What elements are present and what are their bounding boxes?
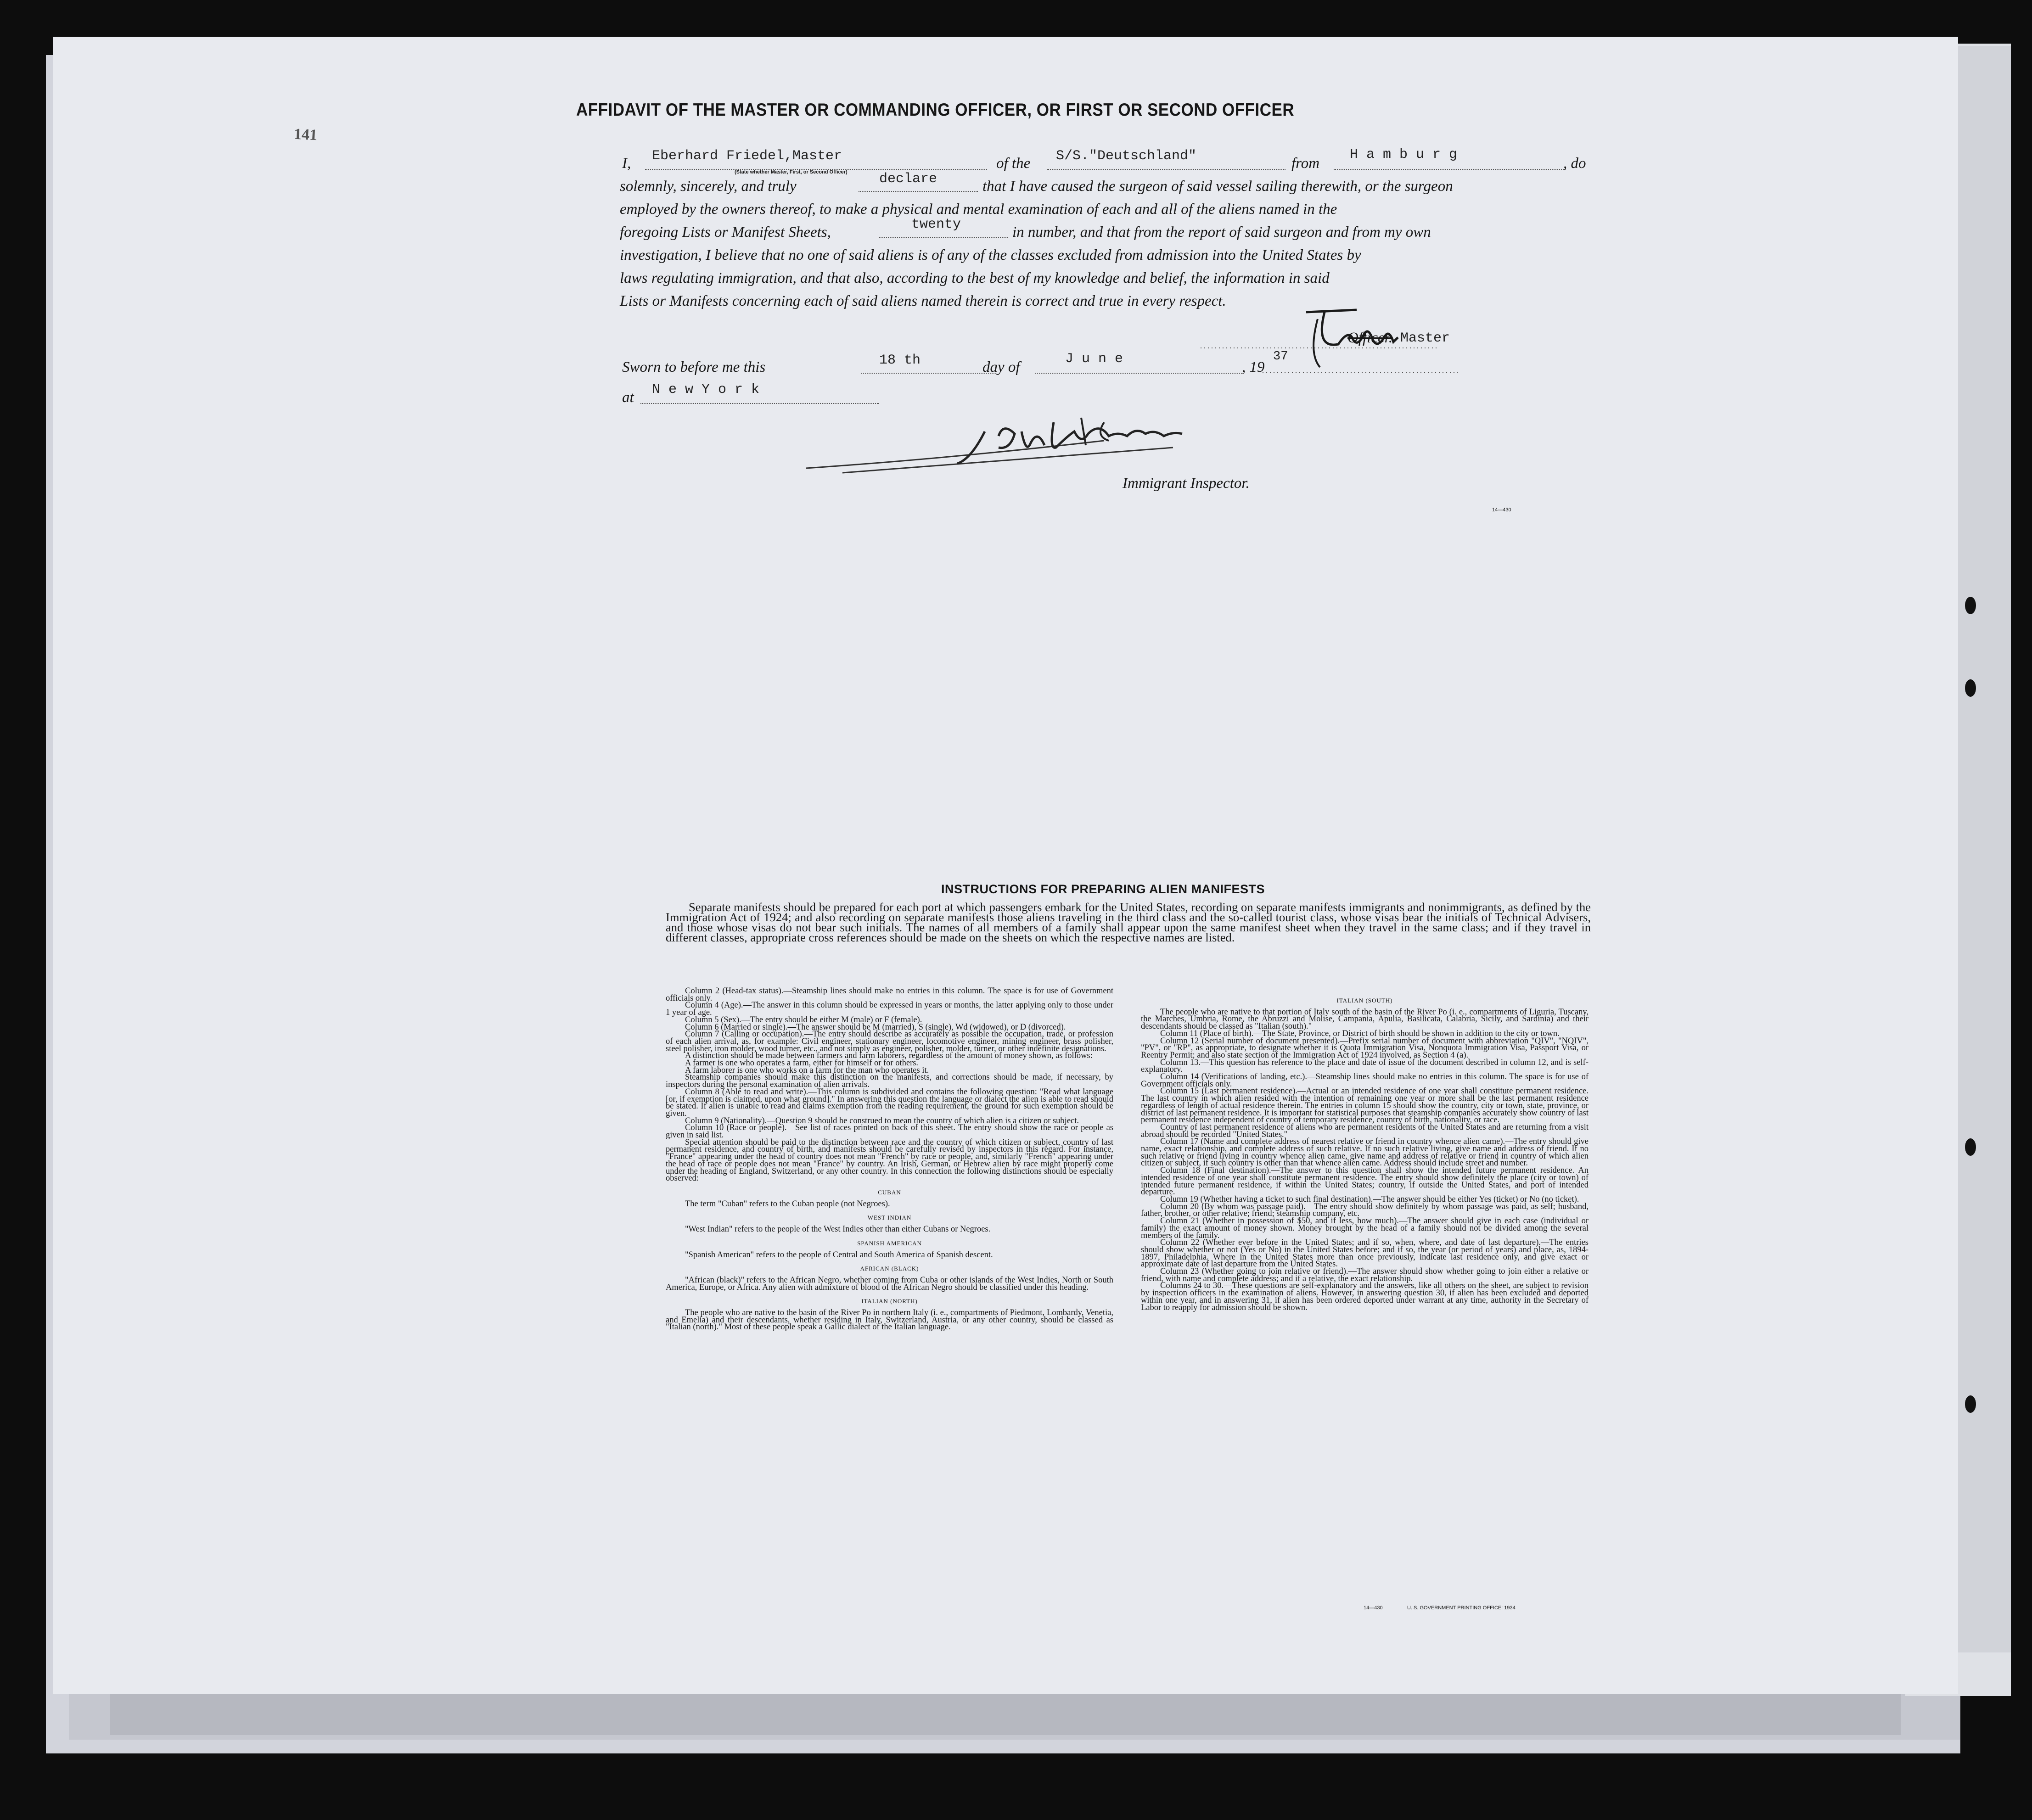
instructions-paragraph: Column 18 (Final destination).—The answer to this question shall show the intended future permanent residence. An intended residence of one year shall constitute permanent residence. The entry should show definitely the place (city or town) of intended future permanent residence, if within the United States; country, if outside the United States, and port of intended departure. (1141, 1166, 1589, 1197)
state-note: (State whether Master, First, or Second Officer) (735, 169, 848, 175)
departure-port: H a m b u r g (1350, 147, 1458, 162)
declare-word: declare (879, 171, 937, 187)
instructions-paragraph: The people who are native to the basin of the River Po in northern Italy (i. e., compartments of Piedmont, Lombardy, Venetia, and Emelia) and their descendants, whether residing in Italy, Switzerland, Austria, or any other country, should be classed as "Italian (north)." Most of these people speak a Gallic dialect of the Italian language. (666, 1308, 1113, 1332)
instructions-heading: SPANISH AMERICAN (857, 1239, 922, 1247)
instructions-paragraph: Column 21 (Whether in possession of $50, and if less, how much).—The answer should give in each case (individual or family) the exact amount of money shown. Money brought by the head of a family should not be divided among the several members of the family. (1141, 1216, 1589, 1240)
affidavit-line-2a: solemnly, sincerely, and truly (620, 178, 797, 195)
instructions-paragraph: Column 10 (Race or people).—See list of races printed on back of this sheet. The entry should show the race or people as given in said list. (666, 1123, 1113, 1140)
instructions-paragraph: Column 20 (By whom was passage paid).—The entry should show definitely by whom passage was paid, as self; husband, father, brother, or other relative; friend; steamship company, etc. (1141, 1202, 1589, 1219)
year-prefix: , 19 (1242, 359, 1265, 375)
affidavit-line-4a: foregoing Lists or Manifest Sheets, (620, 224, 831, 241)
fill-line (1047, 169, 1285, 170)
affidavit-line-3: employed by the owners thereof, to make a physical and mental examination of each and all of the aliens named in the (620, 201, 1337, 218)
manifest-page (53, 37, 1958, 1694)
instructions-paragraph: A farm laborer is one who works on a farm for the man who operates it. (685, 1065, 929, 1075)
fill-line (859, 191, 978, 192)
instructions-paragraph: Column 17 (Name and complete address of nearest relative or friend in country whence alien came).—The entry should give name, exact relationship, and complete address of such relative. If no such relative living, give name and address of friend. If no such relative or friend living in country whence alien came, give name and address of relative or friend in country of which alien citizen or subject, if such country is other than that whence alien came. Address should include street and number. (1141, 1137, 1589, 1168)
inspector-label: Immigrant Inspector. (1123, 475, 1250, 492)
officer-label: Officer. (1347, 330, 1393, 346)
instructions-paragraph: Column 2 (Head-tax status).—Steamship lines should make no entries in this column. The space is for use of Government officials only. (666, 986, 1113, 1003)
instructions-paragraph: Column 12 (Serial number of document presented).—Prefix serial number of document with abbreviation "QIV", "NQIV", "PV", or "RP", as appropriate, to designate whether it is Quota Immigration Visa, Nonquota Immigration Visa, Passport Visa, or Reentry Permit; and also state section of the Immigration Act of 1924 involved, as Section 4 (a). (1141, 1036, 1589, 1060)
instructions-paragraph: Column 23 (Whether going to join relative or friend).—The answer should show whether going to join either a relative or friend, with name and complete address; and if a relative, the exact relationship. (1141, 1267, 1589, 1283)
instructions-heading: CUBAN (878, 1188, 901, 1196)
punch-hole (1965, 1395, 1976, 1413)
affidavit-line-2b: that I have caused the surgeon of said vessel sailing therewith, or the surgeon (982, 178, 1453, 195)
instructions-paragraph: Column 15 (Last permanent residence).—Actual or an intended residence of one year shall constitute permanent residence. The last country in which alien resided with the intention of remaining one year or more shall be the last permanent residence regardless of length of actual residence therein. The entries in column 15 should show the country, city or town, state, province, or district of last permanent residence. It is important for statistical purposes that steamship companies accurately show country of last permanent residence independent of country of temporary residence, country of birth, nationality, or race. (1141, 1086, 1589, 1125)
of-the-label: of the (996, 155, 1031, 172)
ship-name: S/S."Deutschland" (1056, 148, 1197, 164)
affidavit-line-5: investigation, I believe that no one of said aliens is of any of the classes excluded from admission into the United States by (620, 247, 1361, 263)
instructions-paragraph: A farmer is one who operates a farm, either for himself or for others. (685, 1058, 919, 1068)
fill-line (861, 373, 996, 374)
affidavit-title: AFFIDAVIT OF THE MASTER OR COMMANDING OFFICER, OR FIRST OR SECOND OFFICER (576, 100, 1295, 120)
sheet-count: twenty (911, 217, 961, 232)
punch-hole (1965, 679, 1976, 697)
instructions-left-column (666, 988, 1113, 1331)
affidavit-line-6: laws regulating immigration, and that also, according to the best of my knowledge and belief, the information in said (620, 270, 1330, 286)
instructions-paragraph: Special attention should be paid to the distinction between race and the country of which citizen or subject, country of last permanent residence, and country of birth, and manifests should be carefully revised by inspectors in this regard. For instance, "France" appearing under the head of country does not mean "French" by race or people, and, similarly "French" appearing under the head of race or people does not mean "France" by country. An Irish, German, or Hebrew alien by race might properly come under the heading of England, Switzerland, or any other country. In this connection the following distinctions should be especially observed: (666, 1137, 1113, 1183)
punch-hole (1965, 597, 1976, 614)
footer-printer: U. S. GOVERNMENT PRINTING OFFICE: 1934 (1407, 1605, 1516, 1611)
instructions-right-column (1141, 991, 1589, 1311)
instructions-paragraph: Columns 24 to 30.—These questions are self-explanatory and the answers, like all others on the sheet, are subject to revision by inspection officers in the examination of aliens. However, in answering question 30, if alien has been excluded and deported within one year, and in answering 31, if alien has been ordered deported under warrant at any time, authority in the Secretary of Labor to reapply for admission should be shown. (1141, 1281, 1589, 1312)
instructions-paragraph: The people who are native to that portion of Italy south of the basin of the River Po (i. e., compartments of Liguria, Tuscany, the Marches, Umbria, Rome, the Abruzzi and Molise, Campania, Apulia, Basilicata, Calabria, Sicily, and Sardinia) and their descendants should be classed as "Italian (south)." (1141, 1007, 1589, 1031)
day-of-label: day of (982, 359, 1020, 375)
instructions-paragraph: Column 11 (Place of birth).—The State, Province, or District of birth should be shown in addition to the city or town. (1160, 1029, 1560, 1038)
sworn-day: 18 th (879, 353, 921, 368)
affidavit-line-4b: in number, and that from the report of said surgeon and from my own (1012, 224, 1431, 241)
instructions-paragraph: Country of last permanent residence of aliens who are permanent residents of the United States and are returning from a visit abroad should be recorded "United States." (1141, 1122, 1589, 1139)
punch-hole (1965, 1138, 1976, 1156)
fill-line (1334, 169, 1566, 170)
instructions-paragraph: Column 22 (Whether ever before in the United States; and if so, when, where, and date of last departure).—The entries should show whether or not (Yes or No) in the United States before; and if so, the year (or period of years) and place, as, 1894-1897, Philadelphia. Where in the United States more than once previously, indicate last residence only, and give exact or approximate date of last departure from the United States. (1141, 1238, 1589, 1269)
instructions-paragraph: Column 14 (Verifications of landing, etc.).—Steamship lines should make no entries in this column. The space is for use of Government officials only. (1141, 1072, 1589, 1089)
instructions-heading: WEST INDIAN (867, 1214, 912, 1221)
instructions-intro: Separate manifests should be prepared for each port at which passengers embark for the United States, recording on separate manifests immigrants and nonimmigrants, as defined by the Immigration Act of 1924; and also recording on separate manifests those aliens traveling in the third class and the so-called tourist class, whose visas bear the initials of Technical Advisers, and those whose visas do not bear such initials. The names of all members of a family shall appear upon the same manifest sheet when they travel in the same class; and if they travel in different classes, appropriate cross references should be made on the sheets on which the respective names are listed. (666, 900, 1591, 944)
sworn-month: J u n e (1065, 351, 1123, 367)
instructions-paragraph: The term "Cuban" refers to the Cuban people (not Negroes). (685, 1199, 890, 1209)
at-label: at (622, 389, 634, 406)
instructions-paragraph: Column 9 (Nationality).—Question 9 should be construed to mean the country of which alien is a citizen or subject. (685, 1116, 1079, 1126)
instructions-paragraph: "Spanish American" refers to the people of Central and South America of Spanish descent. (685, 1250, 993, 1260)
instructions-paragraph: "African (black)" refers to the African Negro, whether coming from Cuba or other islands of the West Indies, North or South America, Europe, or Africa. Any alien with admixture of blood of the African Negro should be classified under this heading. (666, 1275, 1113, 1292)
officer-rank: Master (1400, 330, 1450, 346)
margin-mark: 141 (293, 125, 318, 144)
from-label: from (1291, 155, 1320, 172)
instructions-heading: AFRICAN (BLACK) (860, 1265, 919, 1272)
instructions-paragraph: "West Indian" refers to the people of the West Indies other than either Cubans or Negroes. (685, 1225, 991, 1234)
inspector-signature (806, 404, 1288, 487)
sworn-year: 37 (1273, 350, 1288, 364)
sworn-place: N e w Y o r k (652, 382, 760, 398)
fill-line (879, 237, 1008, 238)
instructions-paragraph: Column 19 (Whether having a ticket to such final destination).—The answer should be either Yes (ticket) or No (no ticket). (1160, 1194, 1579, 1204)
instructions-paragraph: Column 13.—This question has reference to the place and date of issue of the document described in column 12, and is self-explanatory. (1141, 1058, 1589, 1075)
master-name: Eberhard Friedel,Master (652, 148, 842, 164)
instructions-paragraph: Column 8 (Able to read and write).—This column is subdivided and contains the following question: "Read what language [or, if exemption is claimed, upon what ground]." In answering this question the language or dialect the alien is able to read should be stated. If alien is unable to read and claims exemption from the reading requirement, the ground for such exemption should be given. (666, 1087, 1113, 1118)
i-label: I, (622, 155, 631, 172)
instructions-paragraph: A distinction should be made between farmers and farm laborers, regardless of the amount of money shown, as follows: (685, 1051, 1093, 1061)
next-page-edge (1951, 46, 2011, 1652)
footer-form-number: 14—430 (1364, 1605, 1383, 1611)
instructions-paragraph: Steamship companies should make this distinction on the manifests, and corrections should be made, if necessary, by inspectors during the personal examination of alien arrivals. (666, 1073, 1113, 1090)
instructions-heading: ITALIAN (NORTH) (861, 1298, 918, 1305)
instructions-paragraph: Column 6 (Married or single).—The answer should be M (married), S (single), Wd (widowed), or D (divorced). (685, 1022, 1066, 1032)
instructions-paragraph: Column 4 (Age).—The answer in this column should be expressed in years or months, the latter applying only to those under 1 year of age. (666, 1001, 1113, 1018)
instructions-heading: ITALIAN (SOUTH) (1336, 997, 1393, 1004)
sworn-label: Sworn to before me this (622, 359, 766, 375)
instructions-paragraph: Column 5 (Sex).—The entry should be either M (male) or F (female). (685, 1015, 922, 1025)
fill-line (1035, 373, 1242, 374)
do-label: , do (1563, 155, 1586, 172)
instructions-paragraph: Column 7 (Calling or occupation).—The entry should describe as accurately as possible the occupation, trade, or profession of each alien arrival, as, for example: Civil engineer, stationary engineer, locomotive engineer, mining engineer, brass polisher, steel polisher, iron molder, wood turner, etc., and not simply as engineer, polisher, molder, turner, or other indefinite designations. (666, 1030, 1113, 1053)
affidavit-line-7: Lists or Manifests concerning each of said aliens named therein is correct and true in every respect. (620, 293, 1226, 309)
instructions-title: INSTRUCTIONS FOR PREPARING ALIEN MANIFESTS (941, 882, 1265, 896)
form-number: 14—430 (1492, 507, 1511, 513)
